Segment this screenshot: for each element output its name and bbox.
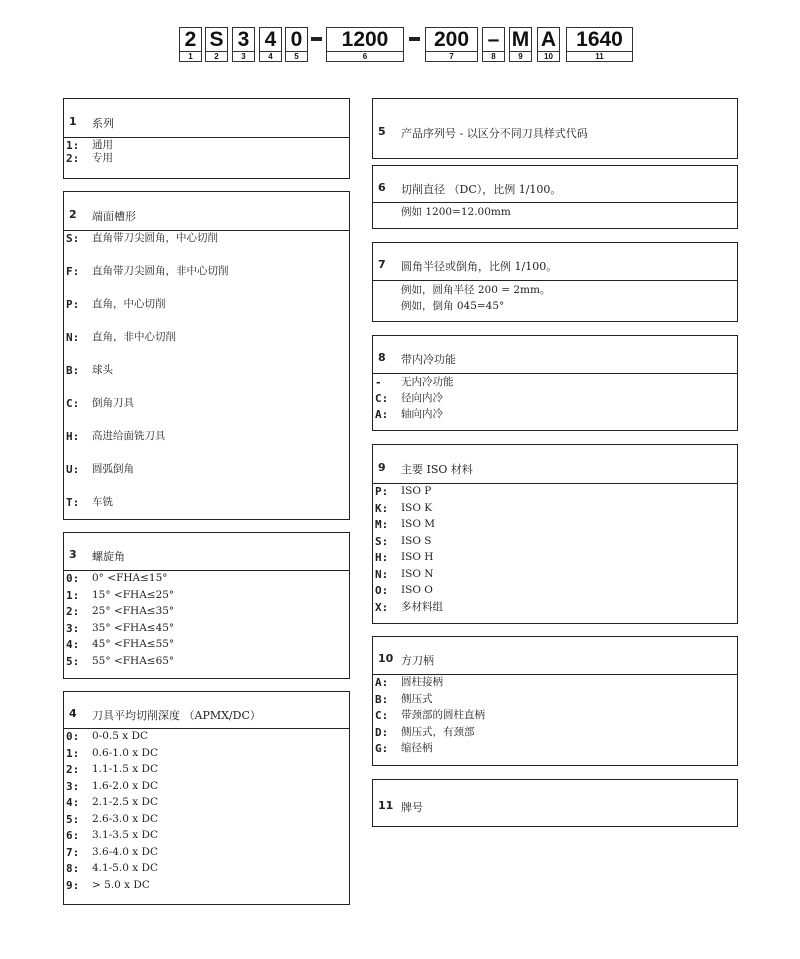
section-header	[373, 336, 737, 374]
item-code: 1:	[66, 746, 80, 760]
code-segment-10	[537, 27, 560, 62]
section-11-grade	[372, 779, 738, 827]
list-item	[64, 655, 349, 672]
item-code: B:	[375, 692, 389, 706]
item-code: 3:	[66, 779, 80, 793]
item-code: A:	[375, 676, 389, 689]
section-header	[373, 166, 737, 203]
list-item	[64, 730, 349, 747]
item-description: ISO H	[401, 551, 434, 563]
item-description: > 5.0 x DC	[92, 878, 150, 891]
list-item	[64, 331, 349, 364]
item-description: 圆柱接柄	[401, 676, 443, 688]
section-title: 圆角半径或倒角，比例 1/100。	[401, 260, 558, 273]
item-code: 9:	[66, 878, 80, 892]
section-number: 7	[378, 258, 386, 271]
list-item	[373, 742, 737, 759]
item-code: F:	[66, 265, 80, 278]
code-segment-1	[179, 27, 202, 62]
list-item	[64, 232, 349, 265]
code-segment-5	[285, 27, 308, 62]
item-code: H:	[375, 551, 389, 564]
item-code: X:	[375, 600, 389, 614]
list-item	[64, 747, 349, 764]
item-description: 径向内冷	[401, 392, 443, 404]
item-description: 带颈部的圆柱直柄	[401, 709, 485, 721]
section-number: 5	[378, 124, 386, 138]
item-description: 例如，倒角 045=45°	[401, 300, 505, 312]
item-description: 无内冷功能	[401, 376, 454, 388]
list-item	[64, 879, 349, 896]
separator-dash	[311, 37, 322, 41]
item-code: T:	[66, 496, 80, 509]
section-items	[64, 572, 349, 671]
code-segment-2	[205, 27, 228, 62]
item-description: 例如，圆角半径 200 = 2mm。	[401, 284, 551, 296]
item-code: B:	[66, 364, 80, 377]
item-description: 高进给面铣刀具	[92, 430, 166, 442]
list-item	[64, 496, 349, 529]
list-item	[64, 763, 349, 780]
code-value: 1200	[327, 28, 403, 52]
section-3-helix-angle	[63, 532, 350, 679]
item-code: P:	[66, 298, 80, 311]
section-title: 方刀柄	[401, 654, 434, 667]
list-item	[373, 392, 737, 408]
item-code: S:	[66, 232, 80, 245]
item-description: 25° <FHA≤35°	[92, 605, 175, 617]
list-item	[64, 846, 349, 863]
item-description: ISO N	[401, 567, 434, 580]
section-header	[373, 637, 737, 675]
section-4-cutting-depth	[63, 691, 350, 905]
item-description: 0° <FHA≤15°	[92, 572, 168, 584]
list-item	[373, 485, 737, 502]
item-description: 例如 1200=12.00mm	[401, 206, 511, 218]
item-description: 4.1-5.0 x DC	[92, 862, 158, 874]
item-description: 3.1-3.5 x DC	[92, 829, 158, 841]
section-number: 2	[69, 207, 77, 221]
item-description: 多材料组	[401, 600, 443, 613]
list-item	[64, 780, 349, 797]
code-index: 9	[518, 52, 523, 61]
code-value: M	[511, 28, 530, 51]
section-2-end-face-geometry	[63, 191, 350, 520]
list-item	[64, 152, 349, 165]
code-index: 2	[214, 52, 219, 61]
section-number: 3	[69, 548, 77, 561]
item-code: K:	[375, 501, 389, 515]
list-item	[373, 693, 737, 710]
item-code: 5:	[66, 812, 80, 826]
item-description: 35° <FHA≤45°	[92, 621, 175, 634]
section-title: 端面槽形	[92, 209, 136, 223]
list-item	[373, 584, 737, 601]
item-description: 倒角刀具	[92, 397, 134, 409]
list-item	[64, 298, 349, 331]
item-description: 0-0.5 x DC	[92, 730, 148, 742]
section-title: 牌号	[401, 801, 423, 814]
list-item	[373, 676, 737, 693]
section-10-shank	[372, 636, 738, 766]
code-value: A	[538, 28, 559, 52]
list-item	[64, 622, 349, 639]
list-item	[373, 568, 737, 585]
section-header	[64, 533, 349, 571]
item-description: 直角带刀尖圆角，非中心切削	[92, 265, 229, 277]
item-description: ISO P	[401, 485, 432, 497]
item-description: 2.1-2.5 x DC	[92, 796, 158, 808]
item-code: 4:	[66, 796, 80, 809]
code-segment-3	[232, 27, 255, 62]
code-index: 4	[268, 52, 273, 61]
item-code: 5:	[66, 654, 80, 668]
section-number: 9	[378, 460, 386, 474]
list-item	[64, 796, 349, 813]
code-segment-9	[509, 27, 532, 62]
code-index: 1	[188, 52, 193, 61]
item-description: 侧压式，有颈部	[401, 725, 475, 738]
item-description: 2.6-3.0 x DC	[92, 812, 158, 825]
list-item	[64, 589, 349, 606]
item-code: N:	[66, 331, 80, 344]
item-description: 直角带刀尖圆角，中心切削	[92, 232, 218, 244]
item-description: 45° <FHA≤55°	[92, 638, 175, 650]
code-value: 3	[233, 28, 254, 52]
item-code: 4:	[66, 638, 80, 651]
section-items	[373, 376, 737, 424]
list-item	[64, 829, 349, 846]
item-description: ISO M	[401, 518, 436, 530]
section-items	[373, 485, 737, 617]
list-item	[64, 397, 349, 430]
list-item	[373, 284, 737, 300]
section-title: 产品序列号 - 以区分不同刀具样式代码	[401, 126, 588, 140]
code-segment-6	[326, 27, 404, 62]
list-item	[64, 139, 349, 152]
section-header	[373, 445, 737, 484]
list-item	[64, 463, 349, 496]
section-items	[64, 730, 349, 895]
code-index: 10	[544, 52, 553, 61]
item-code: P:	[375, 485, 389, 498]
code-designation	[0, 27, 800, 63]
code-index: 5	[294, 52, 299, 61]
item-description: 15° <FHA≤25°	[92, 588, 175, 601]
list-item	[373, 535, 737, 552]
item-description: 缩径柄	[401, 742, 433, 754]
list-item	[64, 862, 349, 879]
item-code: M:	[375, 518, 389, 531]
code-segment-7	[425, 27, 478, 62]
section-header	[64, 692, 349, 729]
code-value: S	[206, 28, 227, 52]
section-number: 11	[378, 799, 394, 812]
item-code: 1:	[66, 139, 80, 152]
item-description: 0.6-1.0 x DC	[92, 746, 158, 759]
code-value: –	[483, 28, 504, 52]
item-description: 直角，中心切削	[92, 298, 166, 310]
list-item	[373, 502, 737, 519]
code-value: 2	[180, 28, 201, 52]
code-index: 3	[241, 52, 246, 61]
section-1-series	[63, 98, 350, 179]
section-number: 1	[69, 114, 77, 128]
section-items	[373, 284, 737, 316]
item-description: 1.1-1.5 x DC	[92, 763, 158, 775]
list-item	[373, 408, 737, 424]
item-code: O:	[375, 584, 389, 597]
section-items	[373, 206, 737, 219]
item-code: A:	[375, 408, 389, 421]
item-description: 1.6-2.0 x DC	[92, 779, 158, 792]
item-code: U:	[66, 463, 80, 476]
item-description: ISO K	[401, 501, 433, 514]
item-code: 0:	[66, 730, 80, 743]
section-title: 刀具平均切削深度 （APMX/DC）	[92, 708, 261, 722]
item-code: 2:	[66, 763, 80, 776]
code-index: 6	[362, 52, 368, 61]
code-value: 0	[286, 28, 307, 52]
section-header	[64, 99, 349, 138]
item-code: 2:	[66, 605, 80, 618]
list-item	[64, 430, 349, 463]
item-description: 侧压式	[401, 692, 433, 705]
section-header	[373, 99, 737, 158]
item-code: H:	[66, 430, 80, 443]
code-index: 11	[595, 52, 604, 61]
item-description: 专用	[92, 152, 113, 164]
item-code: C:	[66, 397, 80, 410]
section-number: 10	[378, 652, 394, 665]
section-header	[373, 243, 737, 281]
code-index: 7	[449, 52, 454, 61]
item-code: C:	[375, 709, 389, 722]
item-code: 3:	[66, 621, 80, 635]
section-9-iso-material	[372, 444, 738, 624]
section-title: 主要 ISO 材料	[401, 462, 473, 476]
code-index: 8	[491, 52, 496, 61]
list-item	[373, 551, 737, 568]
item-code: 8:	[66, 862, 80, 875]
section-items	[373, 676, 737, 759]
list-item	[373, 709, 737, 726]
item-code: C:	[375, 392, 389, 405]
list-item	[64, 638, 349, 655]
item-code: 1:	[66, 588, 80, 602]
item-description: 55° <FHA≤65°	[92, 654, 175, 667]
list-item	[64, 813, 349, 830]
item-description: 直角，非中心切削	[92, 331, 176, 343]
item-code: D:	[375, 725, 389, 739]
item-description: 车铣	[92, 496, 113, 508]
section-number: 4	[69, 706, 77, 720]
section-8-coolant	[372, 335, 738, 431]
code-segment-4	[259, 27, 282, 62]
section-title: 系列	[92, 116, 114, 130]
code-value: 4	[260, 28, 281, 52]
item-code: S:	[375, 534, 389, 548]
list-item	[373, 206, 737, 219]
item-description: 轴向内冷	[401, 408, 443, 420]
item-code: G:	[375, 742, 389, 755]
item-code: 7:	[66, 845, 80, 859]
code-value: 200	[426, 28, 477, 52]
section-title: 螺旋角	[92, 550, 125, 563]
list-item	[373, 518, 737, 535]
item-description: 球头	[92, 364, 113, 376]
item-description: 3.6-4.0 x DC	[92, 845, 158, 858]
list-item	[373, 376, 737, 392]
section-6-cutting-diameter	[372, 165, 738, 229]
separator-dash	[409, 37, 420, 41]
section-7-corner-radius	[372, 242, 738, 322]
section-header	[64, 192, 349, 231]
code-segment-11	[566, 27, 633, 62]
item-code: 0:	[66, 572, 80, 585]
item-code: 2:	[66, 152, 80, 165]
section-items	[64, 232, 349, 529]
item-description: 通用	[92, 139, 113, 151]
item-description: ISO O	[401, 584, 433, 596]
list-item	[64, 265, 349, 298]
item-code: 6:	[66, 829, 80, 842]
section-header	[373, 780, 737, 826]
list-item	[373, 300, 737, 316]
section-5-serial-number	[372, 98, 738, 159]
item-description: ISO S	[401, 534, 432, 547]
list-item	[373, 601, 737, 618]
item-description: 圆弧倒角	[92, 463, 134, 475]
code-value: 1640	[567, 28, 632, 52]
section-title: 切削直径 （DC），比例 1/100。	[401, 182, 562, 196]
item-code: N:	[375, 567, 389, 581]
list-item	[64, 605, 349, 622]
item-code: -	[375, 376, 382, 389]
section-items	[64, 139, 349, 165]
section-title: 带内冷功能	[401, 353, 456, 366]
list-item	[64, 572, 349, 589]
list-item	[373, 726, 737, 743]
list-item	[64, 364, 349, 397]
section-number: 6	[378, 180, 386, 194]
code-segment-8	[482, 27, 505, 62]
section-number: 8	[378, 351, 386, 364]
